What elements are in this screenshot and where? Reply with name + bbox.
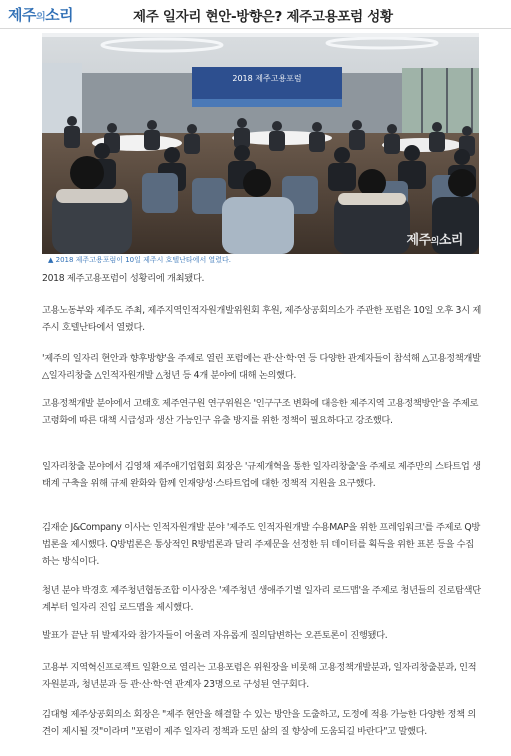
article-paragraph: 2018 제주고용포럼이 성황리에 개최됐다. <box>42 273 205 284</box>
article-paragraph: 일자리창출 분야에서 김영채 제주애기업협회 회장은 '규제개혁을 통한 일자리창출'을 주제로 제주만의 스타트업 생태계 구축을 위해 규제 완화와 함께 인재양성·스타트업에 대한 정책적 지원을 요구했다. <box>42 461 481 489</box>
site-logo[interactable] <box>8 4 73 25</box>
watermark-tail: 소리 <box>438 233 463 248</box>
logo-small: 의 <box>35 12 46 23</box>
logo-main: 제주 <box>8 6 36 24</box>
article-paragraph: '제주의 일자리 현안과 향후방향'을 주제로 열린 포럼에는 관·산·학·연 등 다양한 관계자들이 참석해 △고용정책개발 △일자리창출 △인적자원개발 △청년 등 4개 분야에 대해 논의했다. <box>42 353 481 381</box>
caption-text: 2018 제주고용포럼이 10일 제주시 호텔난타에서 열렸다. <box>55 256 231 264</box>
article-paragraph: 고용노동부와 제주도 주최, 제주지역인적자원개발위원회 후원, 제주상공회의소가 주관한 포럼은 10일 오후 3시 제주시 호텔난타에서 열렸다. <box>42 305 481 333</box>
logo-tail: 소리 <box>45 6 74 24</box>
watermark-small: 의 <box>430 237 439 247</box>
article-paragraph: 고용정책개발 분야에서 고태호 제주연구원 연구위원은 '인구구조 변화에 대응한 제주지역 고용정책방안'을 주제로 고령화에 따른 대책 시급성과 생산 가능인구 유출 방지를 위한 정책이 필요하다고 강조했다. <box>42 398 479 426</box>
photo-watermark <box>407 229 463 248</box>
article-paragraph: 김대형 제주상공회의소 회장은 "제주 현안을 해결할 수 있는 방안을 도출하고, 도정에 적용 가능한 다양한 정책 의견이 제시될 것"이라며 "포럼이 제주 일자리 정책과 도민 삶의 질 향상에 도움되길 바란다"고 말했다. <box>42 709 476 737</box>
article-paragraph: 김재순 J&Company 이사는 인적자원개발 분야 '제주도 인적자원개발 수용MAP을 위한 프레임워크'를 주제로 Q방법론을 제시했다. Q방법론은 통상적인 R방법론과 달리 주제문을 선정한 뒤 데이터를 획득을 위한 표본 등을 수집하는 방식이다. <box>42 522 481 567</box>
triangle-up-icon: ▲ <box>48 256 54 264</box>
site-header <box>0 0 511 29</box>
photo-caption <box>48 255 231 265</box>
article-paragraph: 발표가 끝난 뒤 발제자와 참가자들이 어울려 자유롭게 질의답변하는 오픈토론이 진행됐다. <box>42 630 388 641</box>
article-paragraph: 고용부 지역혁신프로젝트 일환으로 열리는 고용포럼은 위원장을 비롯해 고용정책개발분과, 일자리창출분과, 인적자원분과, 청년분과 등 관·산·학·연 관계자 23명으로 구성된 연구회다. <box>42 662 477 690</box>
article-paragraph: 청년 분야 박경호 제주청년협동조합 이사장은 '제주청년 생애주기별 일자리 로드맵'을 주제로 청년들의 진로탐색단계부터 일자리 진입 로드맵을 제시했다. <box>42 585 481 613</box>
article-photo <box>42 33 479 254</box>
article-title: 제주 일자리 현안-방향은? 제주고용포럼 성황 <box>133 9 393 25</box>
conference-photo-illustration <box>42 33 479 254</box>
stage-banner-text: 2018 제주고용포럼 <box>232 74 302 83</box>
watermark-main: 제주 <box>406 233 431 248</box>
